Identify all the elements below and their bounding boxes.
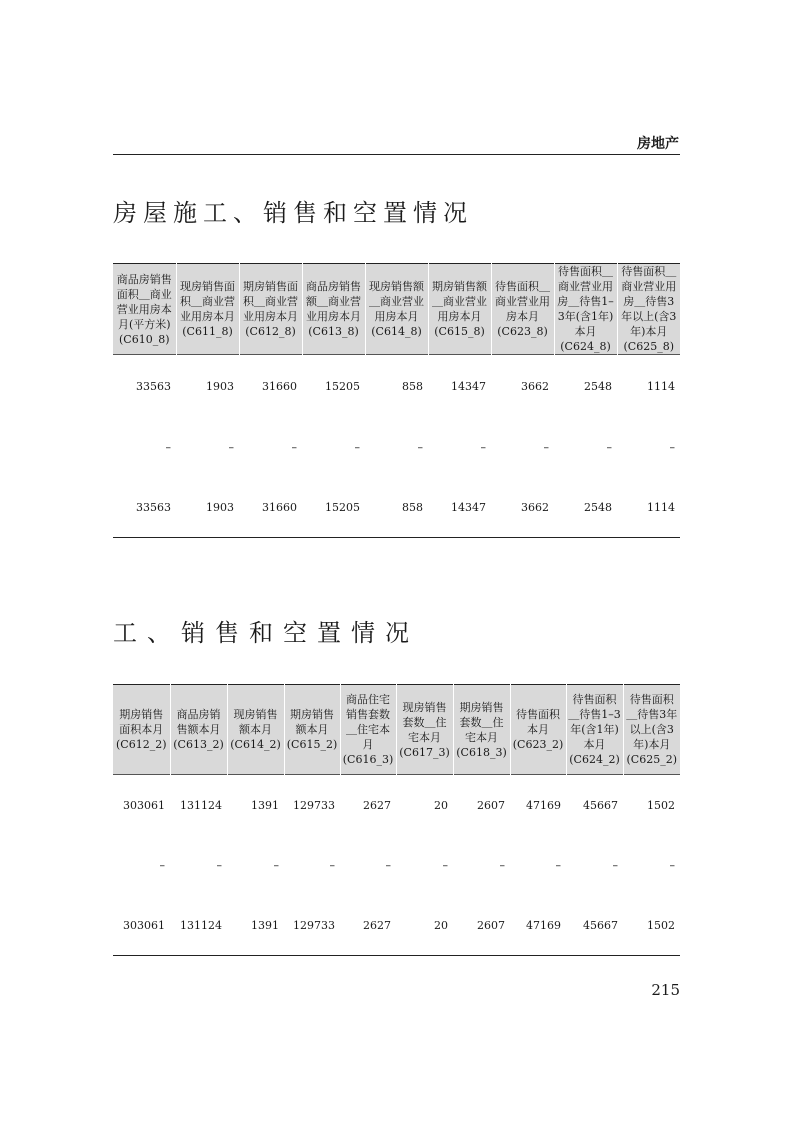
table1-col-header: 现房销售额＿商业营业用房本月(C614_8) [365,264,428,355]
table-cell: – [216,858,222,872]
section-label: 房地产 [637,136,679,152]
table1-col-header: 期房销售额＿商业营业用房本月(C615_8) [428,264,491,355]
table2-col-header: 期房销售套数＿住宅本月(C618_3) [453,685,510,775]
table-cell: 858 [402,379,423,393]
table-cell: 1903 [206,379,234,393]
table-cell: – [480,440,486,454]
table-cell: – [543,440,549,454]
table-cell: – [273,858,279,872]
page-number: 215 [651,981,680,999]
table1-col-header: 商品房销售面积＿商业营业用房本月(平方米)(C610_8) [113,264,176,355]
table-cell: – [165,440,171,454]
table2-col-header: 商品住宅销售套数＿住宅本月(C616_3) [340,685,396,775]
table2-col-header: 待售面积本月(C623_2) [510,685,566,775]
table-cell: 1114 [647,500,675,514]
table-cell: – [159,858,165,872]
table-cell: 1114 [647,379,675,393]
table-cell: – [555,858,561,872]
table-cell: 15205 [325,379,360,393]
table1-col-header: 待售面积＿商业营业用房＿待售1–3年(含1年)本月(C624_8) [554,264,617,355]
table-cell: – [291,440,297,454]
table-cell: 33563 [136,500,171,514]
table-cell: – [228,440,234,454]
table1-col-header: 期房销售面积＿商业营业用房本月(C612_8) [239,264,302,355]
table-cell: 303061 [123,798,165,812]
table2-col-header: 待售面积＿待售3年以上(含3年)本月(C625_2) [623,685,680,775]
table-cell: – [329,858,335,872]
table-cell: – [669,858,675,872]
table1-col-header: 现房销售面积＿商业营业用房本月(C611_8) [176,264,239,355]
table2-header-row [113,685,680,775]
table2-title: 工、销售和空置情况 [113,619,419,647]
table-cell: 47169 [526,798,561,812]
table-cell: – [612,858,618,872]
table-cell: 129733 [293,918,335,932]
table-cell: 2627 [363,918,391,932]
table-cell: 31660 [262,500,297,514]
table-cell: 20 [434,798,448,812]
table-cell: 45667 [583,918,618,932]
table1-col-header: 待售面积＿商业营业用房＿待售3年以上(含3年)本月(C625_8) [617,264,680,355]
table2-col-header: 期房销售额本月(C615_2) [284,685,340,775]
table2-col-header: 现房销售套数＿住宅本月(C617_3) [396,685,453,775]
table-cell: 14347 [451,500,486,514]
table-cell: 2607 [477,798,505,812]
table1-col-header: 待售面积＿商业营业用房本月(C623_8) [491,264,554,355]
table-cell: 14347 [451,379,486,393]
table2 [113,684,680,956]
table-cell: – [669,440,675,454]
header-rule [113,154,680,155]
table1-header-row [113,264,680,355]
table-cell: 45667 [583,798,618,812]
table-cell: – [354,440,360,454]
table-cell: 1903 [206,500,234,514]
table-cell: 131124 [180,798,222,812]
table-cell: 3662 [521,500,549,514]
table-cell: 2627 [363,798,391,812]
table-cell: 15205 [325,500,360,514]
table-row [113,775,680,836]
table-cell: 1391 [251,798,279,812]
table-cell: 33563 [136,379,171,393]
table-cell: – [499,858,505,872]
table-cell: 1502 [647,918,675,932]
table2-col-header: 期房销售面积本月(C612_2) [113,685,170,775]
table-cell: 858 [402,500,423,514]
table1-title: 房屋施工、销售和空置情况 [113,199,473,227]
table2-col-header: 商品房销售额本月(C613_2) [170,685,227,775]
table1-col-header: 商品房销售额＿商业营业用房本月(C613_8) [302,264,365,355]
table-cell: – [442,858,448,872]
table2-col-header: 现房销售额本月(C614_2) [227,685,284,775]
table-cell: – [417,440,423,454]
table-cell: 20 [434,918,448,932]
table2-col-header: 待售面积＿待售1–3年(含1年)本月(C624_2) [566,685,623,775]
table-cell: 303061 [123,918,165,932]
table-cell: 3662 [521,379,549,393]
table-row [113,895,680,956]
table-cell: 1502 [647,798,675,812]
table-cell: 2548 [584,379,612,393]
table-cell: 47169 [526,918,561,932]
table-cell: – [606,440,612,454]
table-row [113,835,680,895]
table1 [113,263,680,538]
table-row [113,355,680,418]
table-cell: 31660 [262,379,297,393]
table-cell: 2548 [584,500,612,514]
table-cell: 129733 [293,798,335,812]
table-cell: 1391 [251,918,279,932]
table-row [113,417,680,477]
table-cell: 131124 [180,918,222,932]
table-cell: – [385,858,391,872]
table-cell: 2607 [477,918,505,932]
table-row [113,477,680,538]
